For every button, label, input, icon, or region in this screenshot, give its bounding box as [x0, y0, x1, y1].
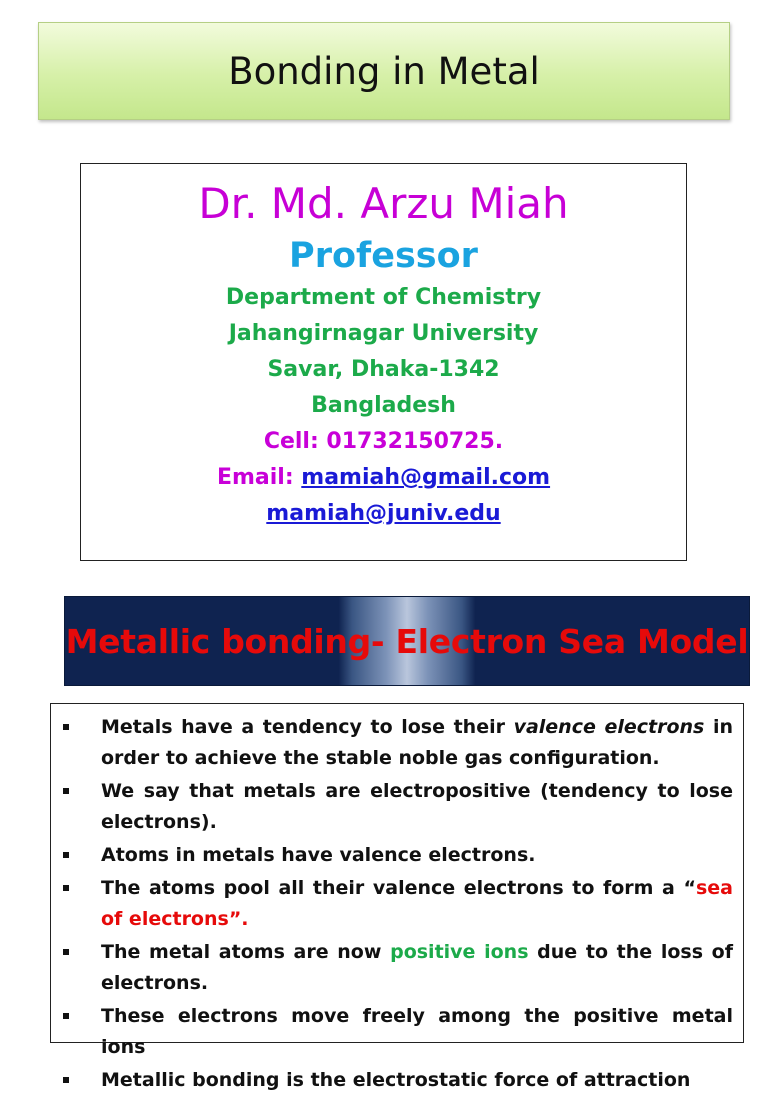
author-role: Professor	[289, 236, 478, 276]
bullet-square-icon	[63, 885, 69, 891]
author-email-line	[81, 460, 686, 496]
bullet-text: These electrons move freely among the positive metal ions	[101, 1005, 733, 1058]
bullet-square-icon	[63, 788, 69, 794]
bullet-list	[51, 712, 733, 1096]
bullet-square-icon	[63, 949, 69, 955]
bullet-text: We say that metals are electropositive (tendency to lose electrons).	[101, 780, 733, 833]
bullet-square-icon	[63, 1077, 69, 1083]
bullet-item	[51, 776, 733, 838]
bullet-item	[51, 1065, 733, 1096]
bullet-text: The atoms pool all their valence electrons to form a “	[101, 877, 696, 899]
author-address: Savar, Dhaka-1342	[267, 357, 500, 382]
section-banner	[64, 596, 750, 686]
title-box	[38, 22, 730, 120]
bullet-item	[51, 712, 733, 774]
bullet-square-icon	[63, 852, 69, 858]
section-heading: Metallic bonding- Electron Sea Model	[65, 621, 749, 661]
bullet-square-icon	[63, 724, 69, 730]
bullet-text: in order to achieve the stable noble gas configuration.	[101, 716, 733, 769]
bullet-text: Metallic bonding is the electrostatic force of attraction	[101, 1069, 691, 1091]
author-university: Jahangirnagar University	[228, 321, 539, 346]
slide-title: Bonding in Metal	[228, 49, 540, 93]
bullet-item	[51, 1001, 733, 1063]
bullet-box	[50, 703, 744, 1091]
bullet-text: Metals have a tendency to lose their	[101, 716, 514, 738]
bullet-item	[51, 840, 733, 871]
bullet-square-icon	[63, 1013, 69, 1019]
author-country: Bangladesh	[311, 393, 456, 418]
bullet-text: due to the loss of electrons.	[101, 941, 733, 994]
bullet-highlight-green: positive ions	[390, 941, 529, 963]
bullet-item	[51, 937, 733, 999]
email-label: Email:	[216, 465, 302, 490]
author-cell: Cell: 01732150725.	[263, 429, 504, 454]
bullet-text: Atoms in metals have valence electrons.	[101, 844, 536, 866]
email-link-gmail[interactable]: mamiah@gmail.com	[301, 465, 551, 490]
bullet-item	[51, 873, 733, 935]
email-link-juniv[interactable]: mamiah@juniv.edu	[266, 501, 501, 526]
bullet-highlight-red: sea of electrons”.	[101, 877, 733, 930]
author-department: Department of Chemistry	[225, 285, 542, 310]
bullet-text: The metal atoms are now	[101, 941, 391, 963]
bullet-emphasis: valence electrons	[513, 716, 705, 738]
author-name: Dr. Md. Arzu Miah	[198, 179, 569, 228]
author-card	[80, 163, 687, 561]
author-email-line-2	[81, 496, 686, 532]
